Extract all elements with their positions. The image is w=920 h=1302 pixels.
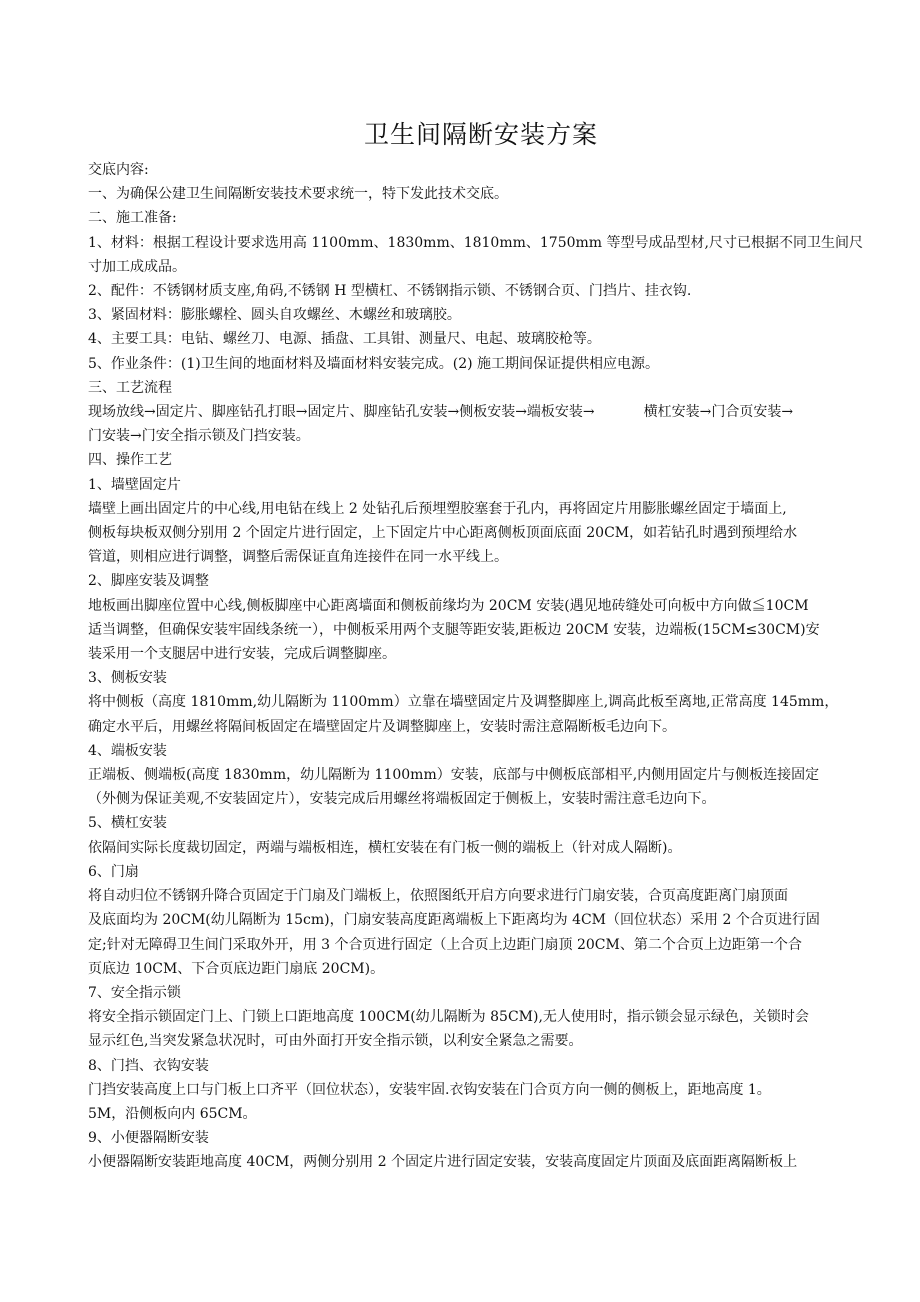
text-line: 管道，则相应进行调整，调整后需保证直角连接件在同一水平线上。 [88, 549, 508, 566]
text-line: 门安装→门安全指示锁及门挡安装。 [88, 428, 310, 445]
text-line: 交底内容: [88, 162, 149, 178]
text-line: 3、紧固材料：膨胀螺栓、圆头自攻螺丝、木螺丝和玻璃胶。 [88, 307, 461, 324]
text-line: 正端板、侧端板(高度 1830mm，幼儿隔断为 1100mm）安装，底部与中侧板底部相平,内侧用固定片与侧板连接固定 [88, 767, 820, 784]
text-line: 确定水平后，用螺丝将隔间板固定在墙壁固定片及调整脚座上，安装时需注意隔断板毛边向下。 [88, 718, 676, 735]
text-line: 将安全指示锁固定门上、门锁上口距地高度 100CM(幼儿隔断为 85CM),无人使用时，指示锁会显示绿色，关锁时会 [88, 1009, 809, 1026]
text-line: 5、作业条件：(1)卫生间的地面材料及墙面材料安装完成。(2) 施工期间保证提供相应电源。 [88, 355, 660, 372]
text-line: 定;针对无障碍卫生间门采取外开，用 3 个合页进行固定（上合页上边距门扇顶 20CM、第二个合页上边距第一个合 [88, 936, 802, 953]
text-line: 小便器隔断安装距地高度 40CM，两侧分别用 2 个固定片进行固定安装，安装高度固定片顶面及底面距离隔断板上 [88, 1154, 798, 1171]
text-line: 三、工艺流程 [88, 379, 172, 396]
document-page [88, 118, 874, 1175]
text-line: 页底边 10CM、下合页底边距门扇底 20CM)。 [88, 960, 385, 977]
text-line: 3、侧板安装 [88, 670, 167, 687]
text-line: 5M，沿侧板向内 65CM。 [88, 1105, 257, 1122]
text-line: 地板画出脚座位置中心线,侧板脚座中心距离墙面和侧板前缘均为 20CM 安装(遇见地砖缝处可向板中方向做≦10CM [88, 597, 809, 614]
text-line: 4、端板安装 [88, 742, 167, 759]
text-line: 适当调整，但确保安装牢固线条统一），中侧板采用两个支腿等距安装,距板边 20CM 安装，边端板(15CM≤30CM)安 [88, 621, 820, 638]
text-line: （外侧为保证美观,不安装固定片），安装完成后用螺丝将端板固定于侧板上，安装时需注意毛边向下。 [88, 791, 716, 808]
text-line: 墙壁上画出固定片的中心线,用电钻在线上 2 处钻孔后预埋塑胶塞套于孔内，再将固定片用膨胀螺丝固定于墙面上, [88, 500, 787, 517]
text-line: 将中侧板（高度 1810mm,幼儿隔断为 1100mm）立靠在墙壁固定片及调整脚座上,调高此板至离地,正常高度 145mm， [88, 694, 839, 711]
text-line: 7、安全指示锁 [88, 984, 181, 1001]
document-body [88, 158, 874, 1175]
text-line: 二、施工准备: [88, 210, 177, 227]
text-line: 侧板每块板双侧分别用 2 个固定片进行固定，上下固定片中心距离侧板顶面底面 20CM，如若钻孔时遇到预埋给水 [88, 525, 798, 542]
text-line: 9、小便器隔断安装 [88, 1130, 209, 1147]
text-line: 显示红色,当突发紧急状况时，可由外面打开安全指示锁，以利安全紧急之需要。 [88, 1033, 583, 1050]
text-line: 现场放线→固定片、脚座钻孔打眼→固定片、脚座钻孔安装→侧板安装→端板安装→ 横杠安装→门合页安装→ [88, 404, 794, 421]
text-line: 1、材料：根据工程设计要求选用高 1100mm、1830mm、1810mm、1750mm 等型号成品型材,尺寸已根据不同卫生间尺 [88, 234, 863, 251]
text-line: 将自动归位不锈钢升降合页固定于门扇及门端板上，依照图纸开启方向要求进行门扇安装，合页高度距离门扇顶面 [88, 888, 788, 905]
text-line: 1、墙壁固定片 [88, 476, 181, 493]
text-line: 寸加工成成品。 [88, 258, 186, 275]
text-line: 装采用一个支腿居中进行安装，完成后调整脚座。 [88, 646, 396, 663]
text-line: 依隔间实际长度裁切固定，两端与端板相连，横杠安装在有门板一侧的端板上（针对成人隔断)。 [88, 839, 682, 856]
text-line: 8、门挡、衣钩安装 [88, 1057, 209, 1074]
text-line: 门挡安装高度上口与门板上口齐平（回位状态），安装牢固.衣钩安装在门合页方向一侧的侧板上，距地高度 1。 [88, 1081, 771, 1098]
page-title: 卫生间隔断安装方案 [363, 120, 598, 149]
text-line: 5、横杠安装 [88, 815, 167, 832]
text-line: 4、主要工具：电钻、螺丝刀、电源、插盘、工具钳、测量尺、电起、玻璃胶枪等。 [88, 331, 601, 348]
text-line: 2、配件：不锈钢材质支座,角码,不锈钢 H 型横杠、不锈钢指示锁、不锈钢合页、门挡片、挂衣钩. [88, 283, 692, 300]
text-line: 6、门扇 [88, 863, 139, 880]
text-line: 一、为确保公建卫生间隔断安装技术要求统一，特下发此技术交底。 [88, 186, 508, 203]
text-line: 及底面均为 20CM(幼儿隔断为 15cm)，门扇安装高度距离端板上下距离均为 4CM（回位状态）采用 2 个合页进行固 [88, 912, 820, 929]
text-line: 四、操作工艺 [88, 452, 172, 469]
text-line: 2、脚座安装及调整 [88, 573, 209, 590]
